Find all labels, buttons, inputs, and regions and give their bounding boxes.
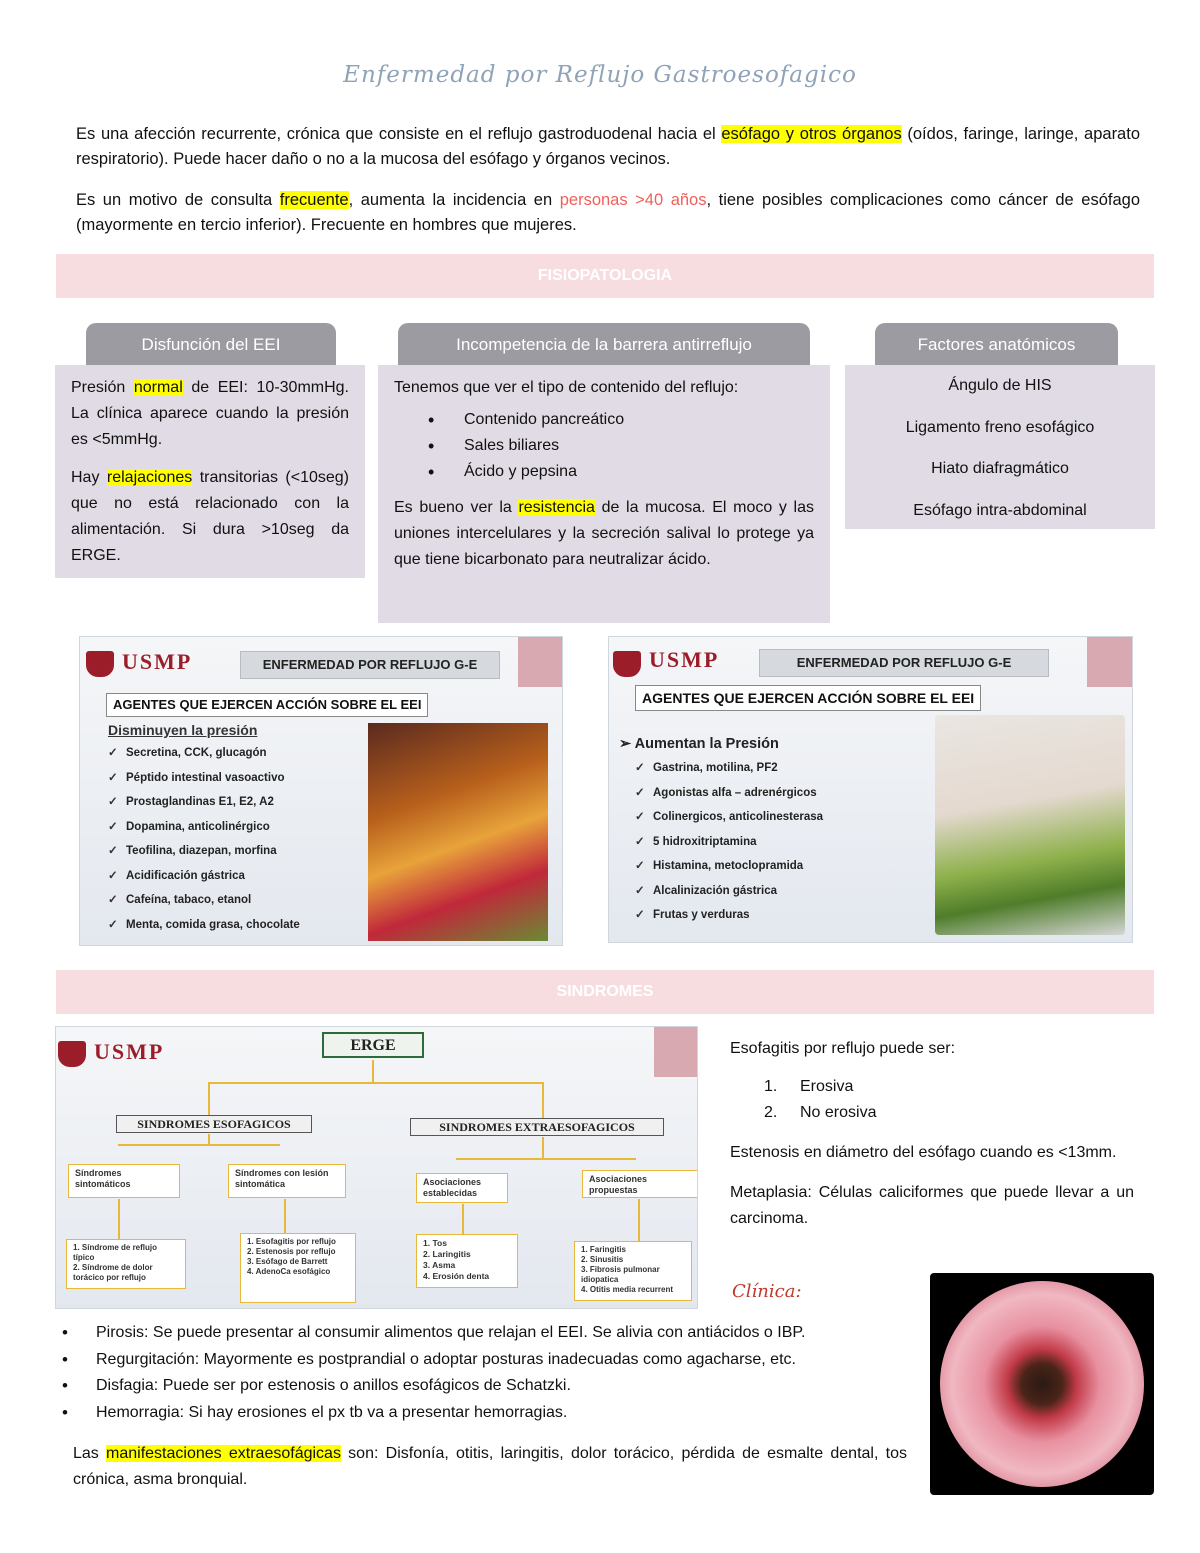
usmp-crest-icon bbox=[58, 1041, 86, 1067]
list-item: ✓ Cafeína, tabaco, etanol bbox=[108, 894, 252, 906]
tab-incompetencia-barrera: Incompetencia de la barrera antirreflujo bbox=[398, 323, 810, 365]
list-item: ✓ Gastrina, motilina, PF2 bbox=[635, 762, 778, 774]
slide-disminuyen-presion bbox=[79, 636, 563, 946]
highlight: frecuente bbox=[279, 191, 349, 209]
connector bbox=[542, 1137, 544, 1158]
agent-list bbox=[635, 756, 823, 928]
slide-subtitle: AGENTES QUE EJERCEN ACCIÓN SOBRE EL EEI bbox=[635, 685, 981, 711]
box-factores-anatomicos bbox=[845, 365, 1155, 529]
list-item: ✓ 5 hidroxitriptamina bbox=[635, 835, 757, 848]
connector bbox=[208, 1082, 544, 1084]
esofagitis-lead: Esofagitis por reflujo puede ser: bbox=[730, 1040, 956, 1057]
list-item: ✓ Agonistas alfa – adrenérgicos bbox=[635, 786, 817, 799]
highlight-red: personas >40 años bbox=[559, 191, 707, 209]
box-incompetencia-barrera bbox=[378, 365, 830, 623]
list-item: ✓ Péptido intestinal vasoactivo bbox=[108, 771, 285, 784]
connector bbox=[456, 1158, 636, 1160]
highlight: manifestaciones extraesofágicas bbox=[106, 1445, 341, 1462]
connector bbox=[372, 1060, 374, 1082]
list-asociaciones-propuestas: 1. Faringitis 2. Sinusitis 3. Fibrosis pulmonar idiopatica 4. Otitis media recurrent bbox=[574, 1241, 692, 1301]
list-title: ➢ Aumentan la Presión bbox=[619, 736, 779, 752]
connector bbox=[638, 1199, 640, 1241]
intro-paragraph-2: Es un motivo de consulta frecuente, aumenta la incidencia en personas >40 años, tiene posibles complicaciones como cáncer de esófago (mayormente en tercio inferior). Frecuente en hombres que mujeres. bbox=[76, 191, 1140, 234]
list-item: • Sales biliares bbox=[394, 433, 814, 459]
connector bbox=[118, 1144, 280, 1146]
intro-paragraph-1: Es una afección recurrente, crónica que consiste en el reflujo gastroduodenal hacia el esófago y otros órganos (oídos, faringe, laringe, aparato respiratorio). Puede hacer daño o no a la mucosa del esófago y órganos vecinos. bbox=[76, 125, 1140, 168]
list-item: • Pirosis: Se puede presentar al consumir alimentos que relajan el EEI. Se alivia con antiácidos o IBP. bbox=[58, 1320, 918, 1347]
box-asociaciones-establecidas: Asociaciones establecidas bbox=[416, 1173, 508, 1203]
connector bbox=[208, 1134, 210, 1144]
usmp-logo: USMP bbox=[94, 1039, 165, 1064]
agent-list bbox=[108, 741, 300, 937]
tab-factores-anatomicos: Factores anatómicos bbox=[875, 323, 1118, 365]
list-sintomaticos: 1. Síndrome de reflujo típico 2. Síndrome de dolor torácico por reflujo bbox=[66, 1239, 186, 1289]
slide-subtitle: AGENTES QUE EJERCEN ACCIÓN SOBRE EL EEI bbox=[106, 693, 428, 717]
col2-list bbox=[394, 407, 814, 485]
erge-diagram bbox=[55, 1026, 698, 1309]
list-item: ✓ Acidificación gástrica bbox=[108, 869, 245, 882]
stomach-illustration-icon bbox=[518, 637, 563, 687]
symptoms-list bbox=[58, 1320, 918, 1426]
diagram-left-branch: SINDROMES ESOFAGICOS bbox=[116, 1115, 312, 1133]
highlight: resistencia bbox=[518, 499, 595, 516]
section-header-fisiopatologia: FISIOPATOLOGIA bbox=[56, 254, 1154, 298]
connector bbox=[118, 1199, 120, 1239]
list-item: ✓ Dopamina, anticolinérgico bbox=[108, 820, 270, 833]
list-title: Disminuyen la presión bbox=[108, 722, 258, 738]
estenosis-note: Estenosis en diámetro del esófago cuando es <13mm. bbox=[730, 1144, 1117, 1161]
list-item: 2. No erosiva bbox=[764, 1104, 877, 1121]
list-item: • Contenido pancreático bbox=[394, 407, 814, 433]
list-item: Esófago intra-abdominal bbox=[913, 501, 1087, 519]
list-item: • Regurgitación: Mayormente es postprandial o adoptar posturas inadecuadas como agacharse, etc. bbox=[58, 1347, 918, 1374]
col1-paragraph-1: Presión normal de EEI: 10-30mmHg. La clínica aparece cuando la presión es <5mmHg. bbox=[71, 379, 350, 448]
diagram-root: ERGE bbox=[322, 1032, 424, 1058]
list-item: • Disfagia: Puede ser por estenosis o anillos esofágicos de Schatzki. bbox=[58, 1373, 918, 1400]
page-title: Enfermedad por Reflujo Gastroesofagico bbox=[343, 62, 857, 88]
endoscopy-view bbox=[940, 1281, 1144, 1487]
list-asociaciones-establecidas: 1. Tos 2. Laringitis 3. Asma 4. Erosión denta bbox=[416, 1234, 518, 1288]
connector bbox=[542, 1082, 544, 1118]
endoscopy-photo bbox=[930, 1273, 1154, 1495]
list-item: ✓ Alcalinización gástrica bbox=[635, 884, 777, 897]
list-item: ✓ Secretina, CCK, glucagón bbox=[108, 747, 267, 759]
highlight: normal bbox=[133, 379, 183, 396]
list-item: ✓ Frutas y verduras bbox=[635, 909, 750, 921]
highlight: relajaciones bbox=[106, 469, 193, 486]
slide-header: ENFERMEDAD POR REFLUJO G-E bbox=[759, 649, 1049, 677]
esofagitis-notes bbox=[730, 1036, 1134, 1232]
drinks-photo bbox=[368, 723, 548, 941]
connector bbox=[208, 1082, 210, 1115]
metaplasia-note: Metaplasia: Células caliciformes que puede llevar a un carcinoma. bbox=[730, 1184, 1134, 1227]
list-item: • Ácido y pepsina bbox=[394, 459, 814, 485]
col2-paragraph: Es bueno ver la resistencia de la mucosa. El moco y las uniones intercelulares y la secreción salival lo protege ya que tiene bicarbonato para neutralizar ácido. bbox=[394, 499, 815, 568]
slide-aumentan-presion bbox=[608, 636, 1133, 943]
list-item: ✓ Menta, comida grasa, chocolate bbox=[108, 918, 300, 931]
col2-lead: Tenemos que ver el tipo de contenido del reflujo: bbox=[394, 379, 739, 396]
highlight: esófago y otros órganos bbox=[721, 125, 902, 143]
list-item: ✓ Histamina, metoclopramida bbox=[635, 860, 804, 872]
list-item: 1. Erosiva bbox=[764, 1078, 854, 1095]
stomach-illustration-icon bbox=[1087, 637, 1133, 687]
list-lesion-sintomatica: 1. Esofagitis por reflujo 2. Estenosis por reflujo 3. Esófago de Barrett 4. AdenoCa esofágico bbox=[240, 1233, 356, 1303]
extraesofagicas-paragraph: Las manifestaciones extraesofágicas son: Disfonía, otitis, laringitis, dolor torácico, pérdida de esmalte dental, tos crónica, asma bronquial. bbox=[73, 1445, 907, 1488]
usmp-crest-icon bbox=[86, 651, 114, 677]
list-item: ✓ Prostaglandinas E1, E2, A2 bbox=[108, 796, 274, 808]
salad-photo bbox=[935, 715, 1125, 935]
list-item: Hiato diafragmático bbox=[931, 460, 1069, 477]
box-lesion-sintomatica: Síndromes con lesión sintomática bbox=[228, 1164, 346, 1198]
usmp-logo: USMP bbox=[649, 647, 720, 672]
list-item: Ángulo de HIS bbox=[948, 377, 1052, 394]
list-item: ✓ Teofilina, diazepan, morfina bbox=[108, 845, 277, 857]
diagram-right-branch: SINDROMES EXTRAESOFAGICOS bbox=[410, 1118, 664, 1136]
list-item: ✓ Colinergicos, anticolinesterasa bbox=[635, 811, 824, 823]
connector bbox=[284, 1199, 286, 1233]
slide-header: ENFERMEDAD POR REFLUJO G-E bbox=[240, 651, 500, 679]
list-item: Ligamento freno esofágico bbox=[905, 418, 1095, 436]
clinica-handwritten-label: Clínica: bbox=[732, 1281, 802, 1302]
list-item: • Hemorragia: Si hay erosiones el px tb va a presentar hemorragias. bbox=[58, 1400, 918, 1427]
tab-disfuncion-eei: Disfunción del EEI bbox=[86, 323, 336, 365]
box-asociaciones-propuestas: Asociaciones propuestas bbox=[582, 1170, 698, 1198]
stomach-illustration-icon bbox=[654, 1027, 698, 1077]
usmp-crest-icon bbox=[613, 651, 641, 677]
box-disfuncion-eei bbox=[55, 365, 365, 578]
usmp-logo: USMP bbox=[122, 649, 193, 674]
section-header-sindromes: SINDROMES bbox=[56, 970, 1154, 1014]
esofagitis-list bbox=[730, 1074, 1134, 1126]
col1-paragraph-2: Hay relajaciones transitorias (<10seg) que no está relacionado con la alimentación. Si dura >10seg da ERGE. bbox=[71, 469, 349, 564]
connector bbox=[462, 1204, 464, 1234]
box-sintomaticos: Síndromes sintomáticos bbox=[68, 1164, 180, 1198]
